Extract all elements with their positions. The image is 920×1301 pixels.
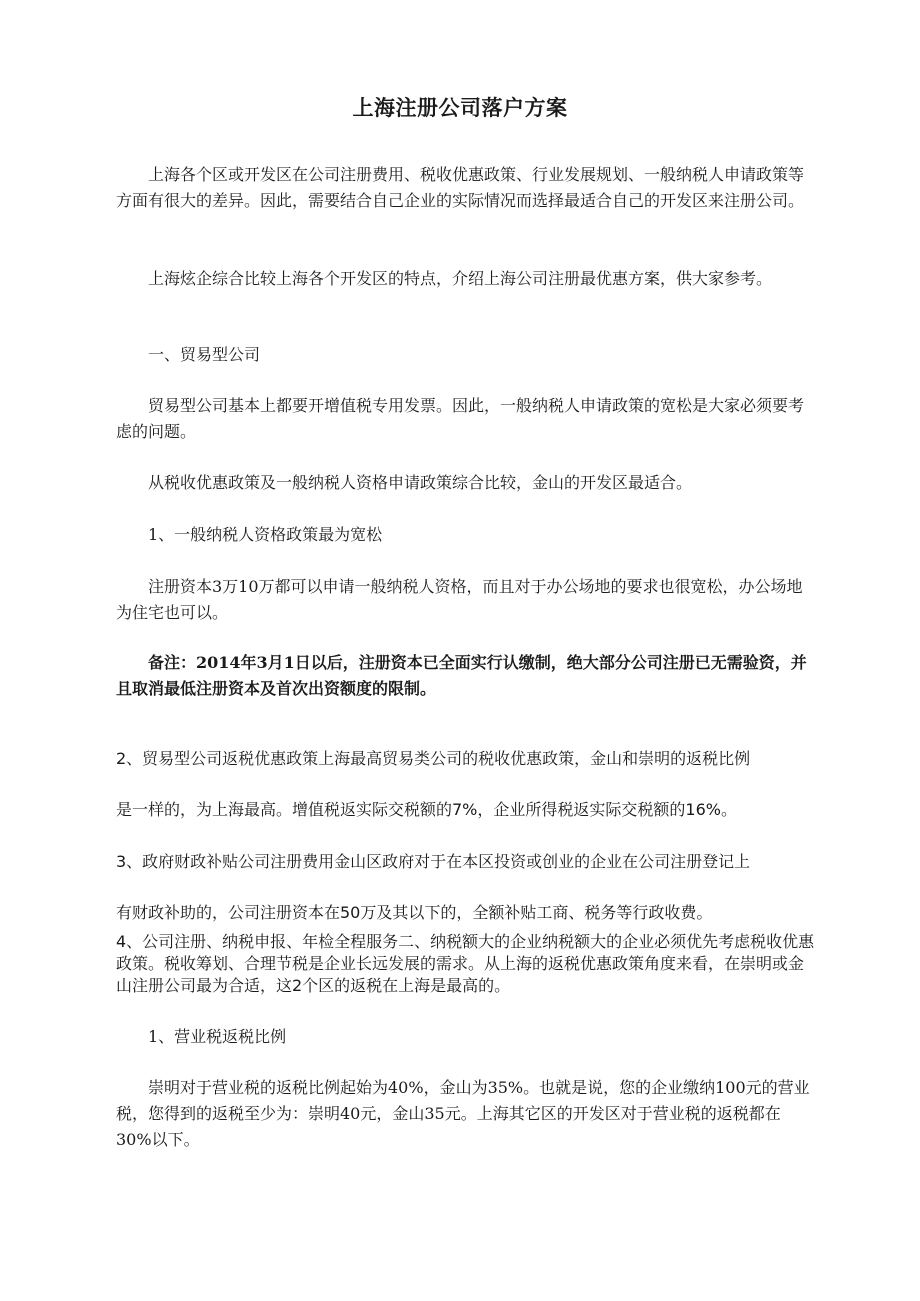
document-title: 上海注册公司落户方案 [352,95,568,120]
section-heading-trade-company: 一、贸易型公司 [148,345,261,364]
paragraph-item-4: 4、公司注册、纳税申报、年检全程服务二、纳税额大的企业纳税额大的企业必须优先考虑税收优惠政策。税收筹划、合理节税是企业长远发展的需求。从上海的返税优惠政策角度来看，在崇明或金山注册公司最为合适，这2个区的返税在上海是最高的。 [116,932,815,995]
paragraph-trade-invoice: 贸易型公司基本上都要开增值税专用发票。因此，一般纳税人申请政策的宽松是大家必须要考虑的问题。 [116,396,805,441]
paragraph-intro: 上海各个区或开发区在公司注册费用、税收优惠政策、行业发展规划、一般纳税人申请政策等方面有很大的差异。因此，需要结合自己企业的实际情况而选择最适合自己的开发区来注册公司。 [116,165,805,210]
paragraph-item-2-line1: 2、贸易型公司返税优惠政策上海最高贸易类公司的税收优惠政策，金山和崇明的返税比例 [116,749,751,768]
paragraph-item-3-line2: 有财政补助的，公司注册资本在50万及其以下的，全额补贴工商、税务等行政收费。 [116,903,713,922]
paragraph-item-3-line1: 3、政府财政补贴公司注册费用金山区政府对于在本区投资或创业的企业在公司注册登记上 [116,852,751,871]
paragraph-business-tax-details: 崇明对于营业税的返税比例起始为40%，金山为35%。也就是说，您的企业缴纳100元的营业税，您得到的返税至少为：崇明40元，金山35元。上海其它区的开发区对于营业税的返税都在30%以下。 [116,1078,810,1149]
paragraph-overview: 上海炫企综合比较上海各个开发区的特点，介绍上海公司注册最优惠方案，供大家参考。 [148,269,773,288]
paragraph-note: 备注：2014年3月1日以后，注册资本已全面实行认缴制，绝大部分公司注册已无需验资，并且取消最低注册资本及首次出资额度的限制。 [116,653,807,698]
paragraph-registered-capital: 注册资本3万10万都可以申请一般纳税人资格，而且对于办公场地的要求也很宽松，办公场地为住宅也可以。 [116,577,803,622]
paragraph-item-2-line2: 是一样的，为上海最高。增值税返实际交税额的7%，企业所得税返实际交税额的16%。 [116,800,737,819]
subheading-business-tax-rebate: 1、营业税返税比例 [148,1027,287,1046]
subheading-taxpayer-policy: 1、一般纳税人资格政策最为宽松 [148,525,383,544]
paragraph-jinshan-best: 从税收优惠政策及一般纳税人资格申请政策综合比较，金山的开发区最适合。 [148,473,693,492]
